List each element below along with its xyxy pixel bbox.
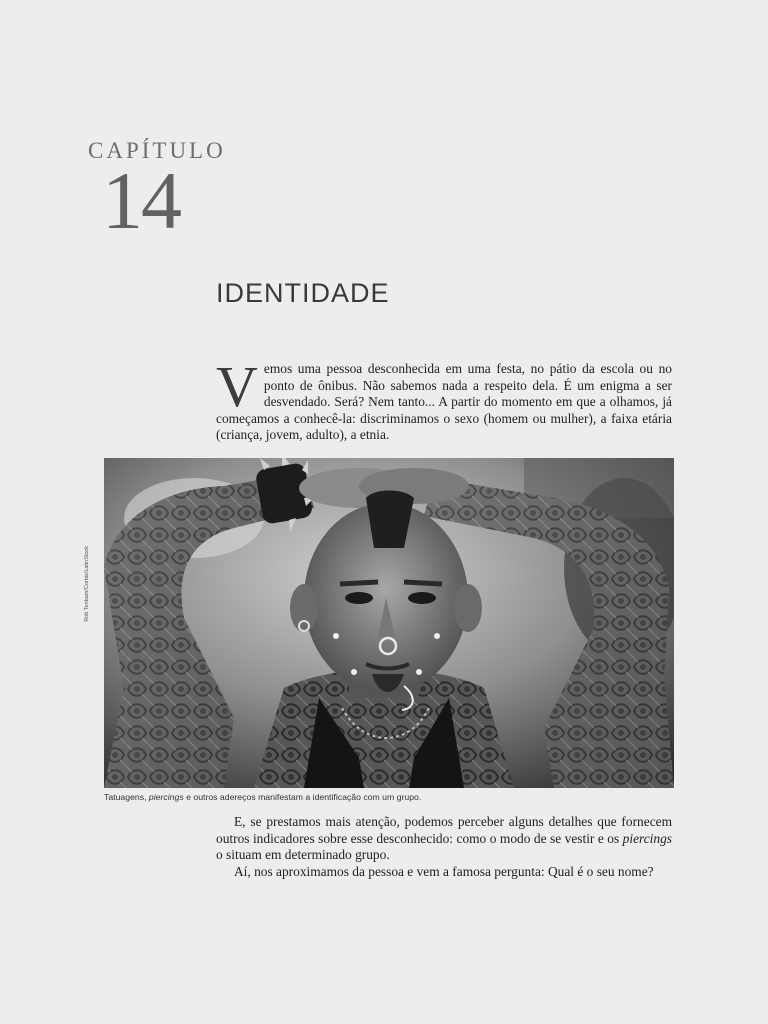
caption-italic: piercings xyxy=(148,792,184,802)
photo-caption xyxy=(104,792,421,802)
chapter-number: 14 xyxy=(102,155,180,246)
body-text xyxy=(216,814,672,880)
chapter-title: IDENTIDADE xyxy=(216,278,390,308)
body-p1-start: E, se prestamos mais atenção, podemos perceber alguns detalhes que fornecem outros indicadores sobre esse desconhecido: como o modo de se vestir e os xyxy=(216,814,672,846)
caption-text-end: e outros adereços manifestam a identificação com um grupo. xyxy=(183,792,422,802)
chapter-label: CAPÍTULO xyxy=(88,138,226,163)
tattooed-man-photo xyxy=(104,458,674,788)
body-paragraph-1 xyxy=(216,814,672,864)
body-p1-italic: piercings xyxy=(622,830,672,846)
caption-text-start: Tatuagens, xyxy=(104,792,149,802)
intro-paragraph xyxy=(216,354,672,444)
intro-text: emos uma pessoa desconhecida em uma festa, no pátio da escola ou no ponto de ônibus. Não sabemos nada a respeito dela. É um enigma a ser desvendado. Será? Nem tanto... A partir do momento em que a olhamos, já começamos a conhecê-la: discriminamos o sexo (homem ou mulher), a faixa etária (criança, jovem, adulto), a etnia. xyxy=(216,361,672,442)
photo-credit: Rob Tenbam/Corbis/LatinStock xyxy=(84,546,90,622)
body-p1-end: o situam em determinado grupo. xyxy=(216,847,390,862)
body-paragraph-2: Aí, nos aproximamos da pessoa e vem a famosa pergunta: Qual é o seu nome? xyxy=(234,863,654,879)
drop-cap: V xyxy=(216,354,258,419)
